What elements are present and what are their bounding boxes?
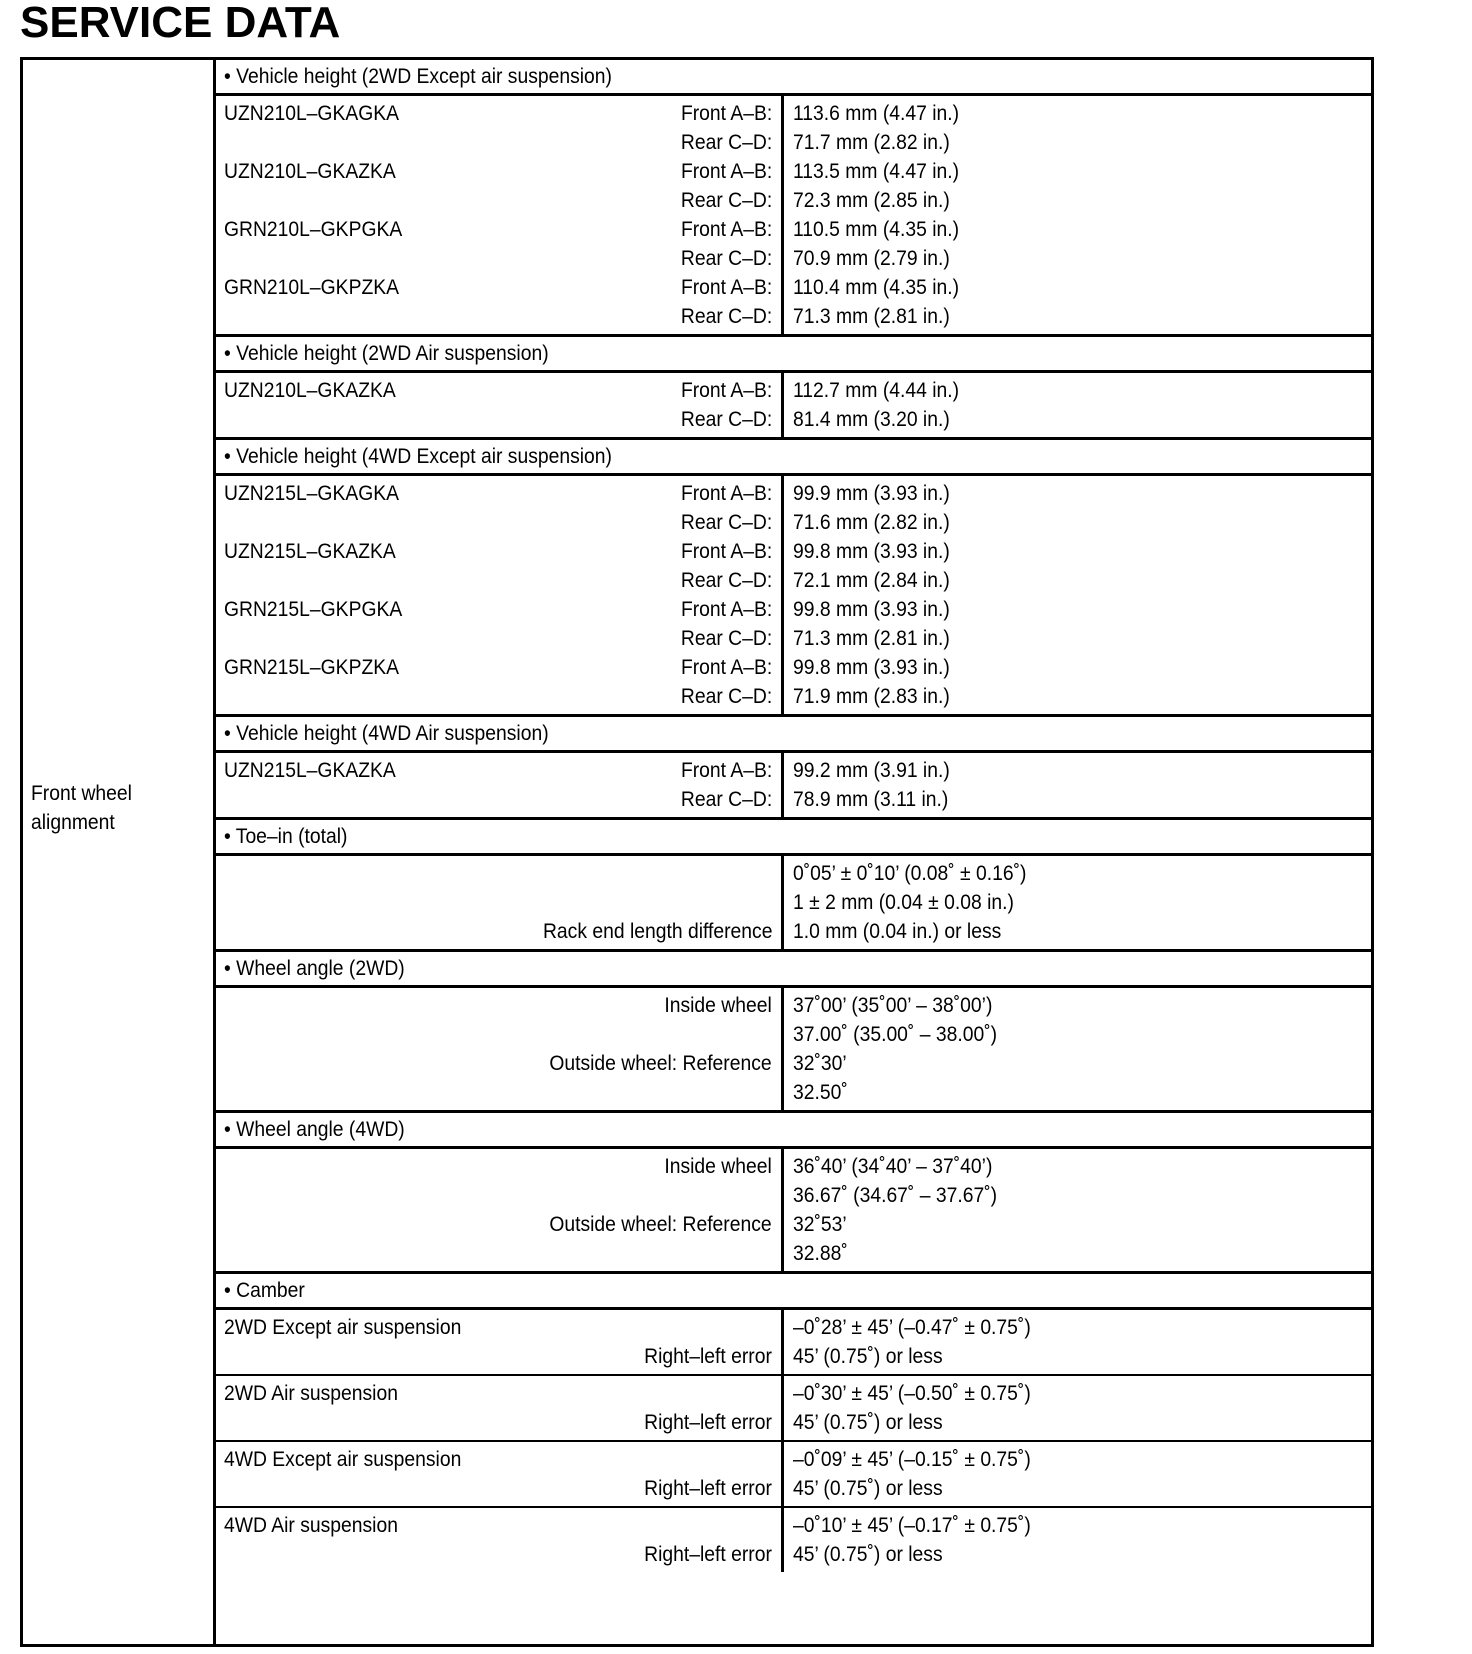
spec-section [216,717,1371,820]
spec-value: 71.6 mm (2.82 in.) [793,511,950,534]
spec-row [216,859,1371,888]
spec-value: 99.8 mm (3.93 in.) [793,540,950,563]
spec-row [216,537,1371,566]
spec-value: 32.50˚ [793,1081,848,1104]
spec-label: Front A–B: [680,276,772,299]
model-name: UZN210L–GKAZKA [224,160,396,183]
section-body [216,476,1371,714]
spec-row [216,1078,1371,1107]
spec-row [216,1540,1371,1569]
spec-row [216,128,1371,157]
page-title: SERVICE DATA [20,0,341,47]
section-heading-text: • Vehicle height (4WD Except air suspension) [224,445,612,468]
model-name: GRN210L–GKPGKA [224,218,403,241]
spec-label: Rear C–D: [680,408,772,431]
spec-label: Front A–B: [680,482,772,505]
spec-value: 1.0 mm (0.04 in.) or less [793,920,1002,943]
section-body [216,753,1371,817]
spec-row [216,99,1371,128]
spec-label: Inside wheel [664,994,772,1017]
spec-value: 78.9 mm (3.11 in.) [793,788,949,811]
spec-label: Front A–B: [680,759,772,782]
spec-value: 45’ (0.75˚) or less [793,1345,943,1368]
spec-row [216,1210,1371,1239]
spec-label: Front A–B: [680,598,772,621]
spec-section [216,820,1371,952]
spec-row [216,785,1371,814]
spec-group [216,476,1371,714]
spec-row [216,1152,1371,1181]
spec-row [216,273,1371,302]
spec-group [216,96,1371,334]
spec-value: 99.8 mm (3.93 in.) [793,656,950,679]
row-label-cell [23,60,216,1644]
spec-value: 36˚40’ (34˚40’ – 37˚40’) [793,1155,993,1178]
row-label-line: Front wheel [31,782,132,805]
spec-value: 71.3 mm (2.81 in.) [793,305,950,328]
spec-row [216,244,1371,273]
spec-value: 71.3 mm (2.81 in.) [793,627,950,650]
spec-value: 72.1 mm (2.84 in.) [793,569,950,592]
model-name: UZN215L–GKAZKA [224,759,396,782]
spec-row [216,1181,1371,1210]
spec-row [216,215,1371,244]
section-heading-text: • Vehicle height (4WD Air suspension) [224,722,549,745]
section-body [216,1149,1371,1271]
spec-label: Outside wheel: Reference [549,1052,772,1075]
spec-label: Right–left error [644,1543,772,1566]
spec-row [216,566,1371,595]
spec-value: 32˚30’ [793,1052,847,1075]
spec-value: 99.9 mm (3.93 in.) [793,482,950,505]
spec-row [216,682,1371,711]
service-data-table [20,57,1374,1647]
spec-label: Rear C–D: [680,247,772,270]
spec-group [216,988,1371,1110]
model-name: 4WD Air suspension [224,1514,398,1537]
spec-value: 81.4 mm (3.20 in.) [793,408,950,431]
section-heading-text: • Vehicle height (2WD Except air suspension) [224,65,612,88]
spec-group [216,753,1371,817]
spec-section [216,1274,1371,1572]
model-name: UZN215L–GKAZKA [224,540,396,563]
spec-row [216,1239,1371,1268]
section-heading [216,337,1371,373]
spec-sections [216,60,1371,1644]
model-name: GRN210L–GKPZKA [224,276,400,299]
spec-label: Front A–B: [680,218,772,241]
spec-row [216,1020,1371,1049]
section-heading-text: • Wheel angle (4WD) [224,1118,405,1141]
spec-value: 71.7 mm (2.82 in.) [793,131,950,154]
spec-value: 110.5 mm (4.35 in.) [793,218,960,241]
spec-label: Rear C–D: [680,685,772,708]
spec-label: Front A–B: [680,540,772,563]
spec-row [216,302,1371,331]
spec-value: 45’ (0.75˚) or less [793,1477,943,1500]
spec-row [216,595,1371,624]
spec-value: 112.7 mm (4.44 in.) [793,379,960,402]
spec-value: 71.9 mm (2.83 in.) [793,685,950,708]
spec-group [216,1442,1371,1508]
section-heading [216,952,1371,988]
section-heading-text: • Vehicle height (2WD Air suspension) [224,342,549,365]
spec-group [216,1149,1371,1271]
spec-row [216,1445,1371,1474]
row-label [31,779,132,837]
spec-label: Front A–B: [680,102,772,125]
model-name: 2WD Air suspension [224,1382,398,1405]
spec-label: Inside wheel [664,1155,772,1178]
spec-row [216,624,1371,653]
spec-label: Outside wheel: Reference [549,1213,772,1236]
spec-value: 32˚53’ [793,1213,847,1236]
spec-row [216,991,1371,1020]
spec-label: Right–left error [644,1477,772,1500]
section-body [216,856,1371,949]
spec-value: 36.67˚ (34.67˚ – 37.67˚) [793,1184,998,1207]
spec-label: Right–left error [644,1411,772,1434]
spec-value: 113.5 mm (4.47 in.) [793,160,960,183]
spec-value: –0˚09’ ± 45’ (–0.15˚ ± 0.75˚) [793,1448,1031,1471]
section-heading [216,440,1371,476]
spec-row [216,756,1371,785]
spec-value: –0˚28’ ± 45’ (–0.47˚ ± 0.75˚) [793,1316,1031,1339]
spec-section [216,952,1371,1113]
section-body [216,988,1371,1110]
spec-row [216,376,1371,405]
spec-row [216,1313,1371,1342]
spec-row [216,1511,1371,1540]
spec-value: 45’ (0.75˚) or less [793,1543,943,1566]
spec-value: –0˚30’ ± 45’ (–0.50˚ ± 0.75˚) [793,1382,1031,1405]
spec-row [216,1049,1371,1078]
spec-row [216,1408,1371,1437]
spec-value: 1 ± 2 mm (0.04 ± 0.08 in.) [793,891,1014,914]
section-body [216,96,1371,334]
spec-value: 99.2 mm (3.91 in.) [793,759,950,782]
spec-value: 0˚05’ ± 0˚10’ (0.08˚ ± 0.16˚) [793,862,1027,885]
spec-row [216,1342,1371,1371]
section-heading-text: • Wheel angle (2WD) [224,957,405,980]
spec-row [216,1379,1371,1408]
section-heading [216,717,1371,753]
model-name: UZN210L–GKAZKA [224,379,396,402]
spec-group [216,373,1371,437]
section-heading [216,60,1371,96]
spec-row [216,653,1371,682]
spec-label: Front A–B: [680,656,772,679]
spec-row [216,888,1371,917]
model-name: GRN215L–GKPZKA [224,656,400,679]
spec-value: 110.4 mm (4.35 in.) [793,276,960,299]
spec-row [216,508,1371,537]
section-heading [216,820,1371,856]
spec-value: 37.00˚ (35.00˚ – 38.00˚) [793,1023,998,1046]
spec-label: Rear C–D: [680,627,772,650]
model-name: GRN215L–GKPGKA [224,598,403,621]
spec-group [216,1376,1371,1442]
spec-label: Rear C–D: [680,788,772,811]
spec-value: 72.3 mm (2.85 in.) [793,189,950,212]
spec-row [216,1474,1371,1503]
spec-row [216,186,1371,215]
spec-value: 45’ (0.75˚) or less [793,1411,943,1434]
model-name: UZN215L–GKAGKA [224,482,400,505]
spec-value: –0˚10’ ± 45’ (–0.17˚ ± 0.75˚) [793,1514,1031,1537]
model-name: UZN210L–GKAGKA [224,102,400,125]
spec-row [216,479,1371,508]
section-heading [216,1274,1371,1310]
spec-value: 70.9 mm (2.79 in.) [793,247,950,270]
spec-label: Rear C–D: [680,305,772,328]
spec-row [216,917,1371,946]
spec-label: Front A–B: [680,379,772,402]
spec-value: 37˚00’ (35˚00’ – 38˚00’) [793,994,993,1017]
spec-label: Rear C–D: [680,569,772,592]
spec-value: 32.88˚ [793,1242,848,1265]
spec-group [216,1508,1371,1572]
spec-section [216,1113,1371,1274]
section-body [216,1310,1371,1572]
model-name: 4WD Except air suspension [224,1448,462,1471]
spec-label: Rear C–D: [680,511,772,534]
row-label-line: alignment [31,811,115,834]
spec-label: Front A–B: [680,160,772,183]
spec-row [216,405,1371,434]
spec-label: Rear C–D: [680,189,772,212]
section-heading-text: • Camber [224,1279,305,1302]
model-name: 2WD Except air suspension [224,1316,462,1339]
spec-section [216,60,1371,337]
spec-group [216,1310,1371,1376]
section-heading-text: • Toe–in (total) [224,825,348,848]
section-body [216,373,1371,437]
spec-section [216,337,1371,440]
spec-group [216,856,1371,949]
spec-value: 99.8 mm (3.93 in.) [793,598,950,621]
spec-row [216,157,1371,186]
section-heading [216,1113,1371,1149]
spec-label: Right–left error [644,1345,772,1368]
spec-label: Rear C–D: [680,131,772,154]
spec-value: 113.6 mm (4.47 in.) [793,102,960,125]
spec-section [216,440,1371,717]
spec-label: Rack end length difference [542,920,772,943]
